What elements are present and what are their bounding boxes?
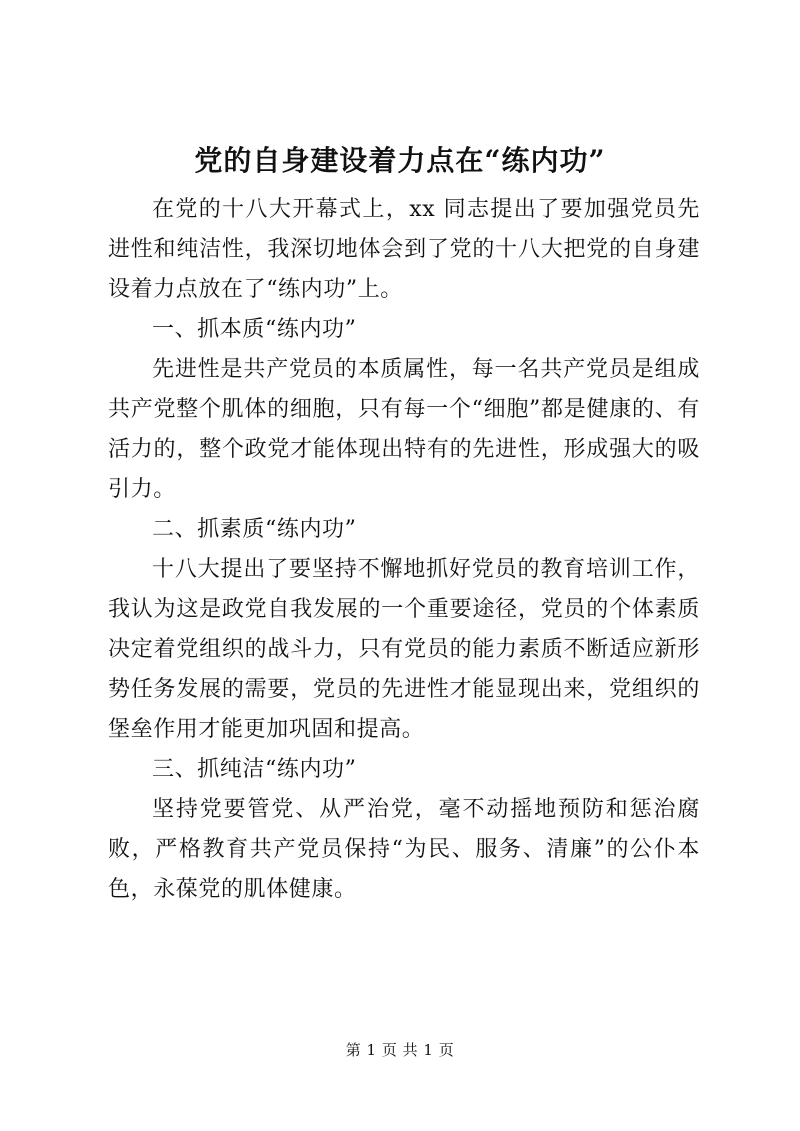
page-number-footer: 第 1 页 共 1 页 (345, 1041, 455, 1059)
section-heading-3: 三、抓纯洁“练内功” (152, 757, 357, 782)
section-paragraph-1: 先进性是共产党员的本质属性，每一名共产党员是组成共产党整个肌体的细胞，只有每一个“细胞”都是健康的、有活力的，整个政党才能体现出特有的先进性，形成强大的吸引力。 (108, 357, 700, 502)
document-title: 党的自身建设着力点在“练内功” (194, 144, 606, 177)
section-paragraph-2: 十八大提出了要坚持不懈地抓好党员的教育培训工作，我认为这是政党自我发展的一个重要途径，党员的个体素质决定着党组织的战斗力，只有党员的能力素质不断适应新形势任务发展的需要，党员的先进性才能显现出来，党组织的堡垒作用才能更加巩固和提高。 (108, 557, 700, 742)
document-body (108, 190, 700, 910)
section-heading-2: 二、抓素质“练内功” (152, 517, 357, 542)
section-paragraph-3: 坚持党要管党、从严治党，毫不动摇地预防和惩治腐败，严格教育共产党员保持“为民、服务、清廉”的公仆本色，永葆党的肌体健康。 (108, 797, 700, 902)
section-heading-1: 一、抓本质“练内功” (152, 317, 357, 342)
intro-paragraph: 在党的十八大开幕式上，xx 同志提出了要加强党员先进性和纯洁性，我深切地体会到了党的十八大把党的自身建设着力点放在了“练内功”上。 (108, 197, 700, 302)
